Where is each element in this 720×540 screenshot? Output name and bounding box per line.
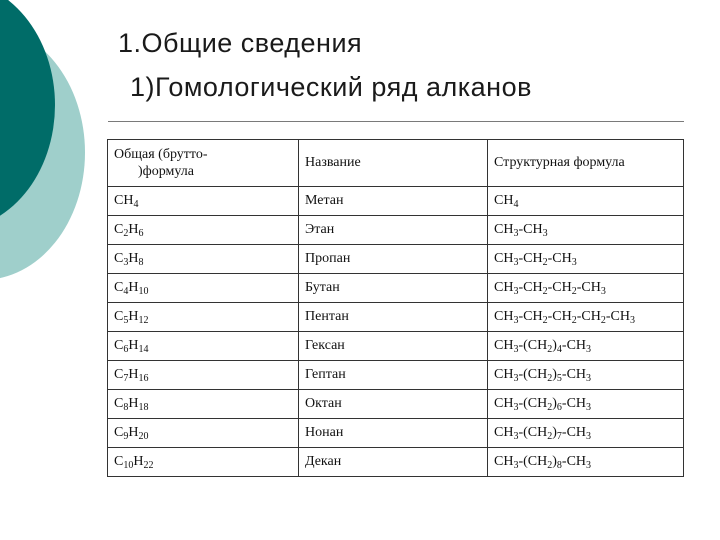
general-formula-segment: H	[128, 251, 139, 266]
alkane-name-cell: Бутан	[299, 274, 488, 303]
structural-formula-segment: -CH	[605, 309, 630, 324]
general-formula-segment: 9	[123, 431, 129, 442]
general-formula-cell	[108, 419, 299, 448]
structural-formula-cell	[488, 216, 684, 245]
structural-formula-segment: 3	[629, 315, 635, 326]
alkane-name-cell: Октан	[299, 390, 488, 419]
structural-formula-cell	[488, 187, 684, 216]
alkane-name-cell: Пропан	[299, 245, 488, 274]
structural-formula-cell	[488, 274, 684, 303]
general-formula-segment: C	[114, 396, 124, 411]
general-formula-segment: 10	[138, 286, 149, 297]
general-formula-segment: 22	[143, 460, 154, 471]
structural-formula-segment: 3	[586, 402, 592, 413]
structural-formula-cell	[488, 332, 684, 361]
general-formula-cell	[108, 187, 299, 216]
general-formula-segment: H	[128, 367, 139, 382]
alkane-name-cell: Метан	[299, 187, 488, 216]
structural-formula-cell	[488, 419, 684, 448]
structural-formula-segment: -(CH	[518, 396, 548, 411]
alkane-name-cell: Пентан	[299, 303, 488, 332]
structural-formula-segment: 4	[513, 199, 519, 210]
alkane-name-cell: Нонан	[299, 419, 488, 448]
table-row	[108, 361, 684, 390]
structural-formula-segment: 3	[513, 257, 519, 268]
structural-formula-segment: 3	[513, 286, 519, 297]
structural-formula-segment: 3	[513, 344, 519, 355]
structural-formula-segment: 3	[513, 315, 519, 326]
structural-formula-segment: )	[552, 425, 557, 440]
general-formula-cell	[108, 332, 299, 361]
general-formula-segment: 4	[133, 199, 139, 210]
table-row	[108, 419, 684, 448]
structural-formula-segment: -CH	[561, 338, 587, 353]
structural-formula-segment: 3	[542, 228, 548, 239]
structural-formula-segment: 3	[586, 460, 592, 471]
structural-formula-cell	[488, 361, 684, 390]
alkane-name-cell: Гептан	[299, 361, 488, 390]
header-general-line2: )формула	[138, 164, 194, 179]
structural-formula-segment: )	[552, 396, 557, 411]
structural-formula-segment: -(CH	[518, 425, 548, 440]
structural-formula-cell	[488, 303, 684, 332]
general-formula-segment: 3	[123, 257, 129, 268]
header-structural-formula: Структурная формула	[488, 140, 684, 187]
structural-formula-segment: -CH	[547, 251, 572, 266]
general-formula-segment: 18	[138, 402, 149, 413]
structural-formula-segment: -CH	[561, 454, 587, 469]
table-row	[108, 332, 684, 361]
general-formula-segment: 2	[123, 228, 129, 239]
general-formula-segment: C	[114, 222, 124, 237]
slide-title: 1.Общие сведения	[118, 28, 363, 58]
slide-subtitle: 1)Гомологический ряд алканов	[130, 72, 532, 102]
alkane-name-cell: Гексан	[299, 332, 488, 361]
structural-formula-segment: 5	[556, 373, 562, 384]
structural-formula-segment: CH	[494, 396, 514, 411]
header-name: Название	[299, 140, 488, 187]
structural-formula-segment: 3	[513, 373, 519, 384]
general-formula-cell	[108, 245, 299, 274]
general-formula-segment: H	[128, 280, 139, 295]
structural-formula-segment: 3	[586, 344, 592, 355]
general-formula-cell	[108, 216, 299, 245]
structural-formula-segment: 2	[547, 431, 553, 442]
structural-formula-segment: CH	[494, 367, 514, 382]
header-general-formula	[108, 140, 299, 187]
general-formula-segment: 20	[138, 431, 149, 442]
structural-formula-segment: 2	[547, 402, 553, 413]
general-formula-segment: H	[133, 454, 144, 469]
general-formula-segment: 4	[123, 286, 129, 297]
structural-formula-segment: -CH	[518, 251, 543, 266]
alkane-name-cell: Декан	[299, 448, 488, 477]
structural-formula-segment: -(CH	[518, 367, 548, 382]
structural-formula-segment: -CH	[518, 280, 543, 295]
structural-formula-segment: 2	[547, 460, 553, 471]
general-formula-segment: C	[114, 425, 124, 440]
structural-formula-segment: -CH	[547, 280, 572, 295]
structural-formula-segment: 2	[571, 315, 577, 326]
structural-formula-segment: 2	[547, 373, 553, 384]
structural-formula-segment: 3	[600, 286, 606, 297]
structural-formula-segment: 3	[513, 228, 519, 239]
structural-formula-segment: )	[552, 338, 557, 353]
structural-formula-cell	[488, 448, 684, 477]
general-formula-segment: C	[114, 454, 124, 469]
structural-formula-segment: 2	[547, 344, 553, 355]
structural-formula-segment: 2	[542, 257, 548, 268]
structural-formula-segment: 2	[542, 286, 548, 297]
general-formula-cell	[108, 390, 299, 419]
general-formula-segment: 8	[123, 402, 129, 413]
structural-formula-segment: 2	[542, 315, 548, 326]
general-formula-segment: C	[114, 251, 124, 266]
structural-formula-segment: -CH	[518, 309, 543, 324]
general-formula-segment: C	[114, 367, 124, 382]
structural-formula-segment: 6	[556, 402, 562, 413]
structural-formula-segment: 8	[556, 460, 562, 471]
structural-formula-segment: CH	[494, 251, 514, 266]
table-row	[108, 303, 684, 332]
structural-formula-segment: CH	[494, 309, 514, 324]
table-row	[108, 187, 684, 216]
general-formula-segment: 10	[123, 460, 134, 471]
general-formula-segment: C	[114, 280, 124, 295]
general-formula-segment: 7	[123, 373, 129, 384]
structural-formula-segment: CH	[494, 338, 514, 353]
structural-formula-segment: CH	[494, 280, 514, 295]
structural-formula-segment: -CH	[576, 309, 601, 324]
structural-formula-segment: -CH	[576, 280, 601, 295]
general-formula-cell	[108, 448, 299, 477]
structural-formula-segment: 3	[513, 460, 519, 471]
structural-formula-segment: -(CH	[518, 338, 548, 353]
general-formula-cell	[108, 303, 299, 332]
general-formula-segment: CH	[114, 193, 134, 208]
structural-formula-segment: 7	[556, 431, 562, 442]
general-formula-segment: 8	[138, 257, 144, 268]
structural-formula-cell	[488, 245, 684, 274]
header-general-line1: Общая (брутто-	[114, 147, 208, 162]
general-formula-segment: H	[128, 396, 139, 411]
general-formula-cell	[108, 361, 299, 390]
general-formula-segment: H	[128, 309, 139, 324]
structural-formula-segment: CH	[494, 193, 514, 208]
structural-formula-segment: CH	[494, 425, 514, 440]
table-row	[108, 448, 684, 477]
table-row	[108, 245, 684, 274]
structural-formula-segment: -CH	[561, 367, 587, 382]
general-formula-cell	[108, 274, 299, 303]
general-formula-segment: C	[114, 309, 124, 324]
structural-formula-segment: -CH	[561, 425, 587, 440]
structural-formula-segment: 2	[571, 286, 577, 297]
slide-decoration	[0, 0, 110, 300]
structural-formula-segment: -CH	[561, 396, 587, 411]
general-formula-segment: 6	[138, 228, 144, 239]
structural-formula-segment: CH	[494, 454, 514, 469]
structural-formula-segment: )	[552, 367, 557, 382]
alkane-name-cell: Этан	[299, 216, 488, 245]
structural-formula-segment: 3	[513, 402, 519, 413]
structural-formula-segment: -CH	[518, 222, 543, 237]
structural-formula-segment: 3	[513, 431, 519, 442]
structural-formula-segment: 3	[586, 373, 592, 384]
structural-formula-segment: 3	[586, 431, 592, 442]
table-row	[108, 274, 684, 303]
general-formula-segment: H	[128, 338, 139, 353]
structural-formula-segment: 4	[556, 344, 562, 355]
general-formula-segment: 16	[138, 373, 149, 384]
general-formula-segment: H	[128, 425, 139, 440]
table-row	[108, 390, 684, 419]
general-formula-segment: C	[114, 338, 124, 353]
general-formula-segment: 6	[123, 344, 129, 355]
table-row	[108, 216, 684, 245]
structural-formula-segment: 3	[571, 257, 577, 268]
structural-formula-segment: -CH	[547, 309, 572, 324]
structural-formula-segment: )	[552, 454, 557, 469]
alkanes-table	[107, 139, 684, 477]
structural-formula-segment: -(CH	[518, 454, 548, 469]
general-formula-segment: 14	[138, 344, 149, 355]
general-formula-segment: H	[128, 222, 139, 237]
general-formula-segment: 5	[123, 315, 129, 326]
structural-formula-segment: 2	[600, 315, 606, 326]
general-formula-segment: 12	[138, 315, 149, 326]
title-divider	[108, 121, 684, 122]
table-header-row	[108, 140, 684, 187]
structural-formula-cell	[488, 390, 684, 419]
structural-formula-segment: CH	[494, 222, 514, 237]
